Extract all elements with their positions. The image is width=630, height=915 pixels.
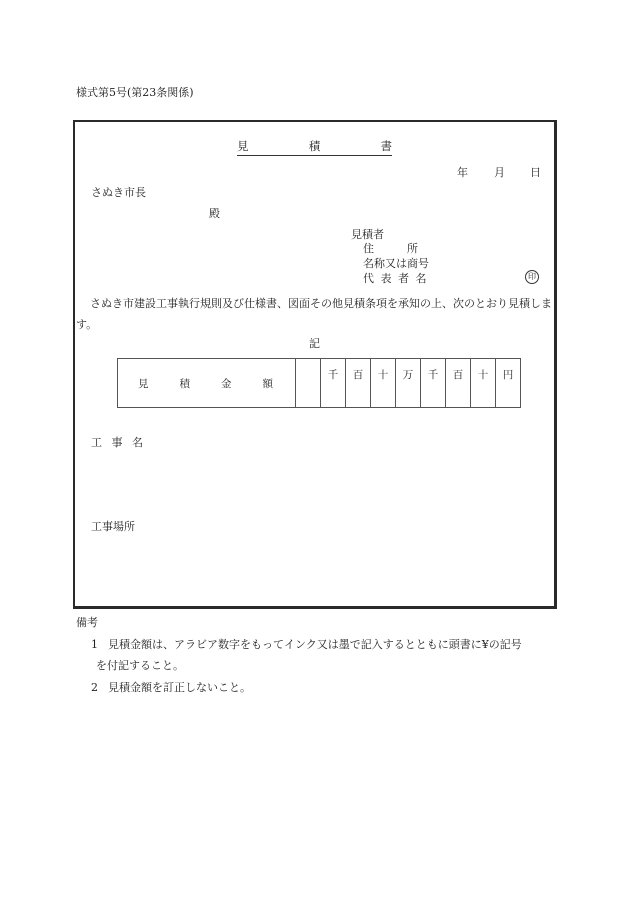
amount-label-cell xyxy=(118,359,296,408)
honorific: 殿 xyxy=(209,207,220,220)
job-name-label: 工 事 名 xyxy=(91,436,143,449)
job-place-label: 工事場所 xyxy=(91,520,135,533)
amount-label-char: 金 xyxy=(221,377,232,390)
estimate-amount-table xyxy=(117,358,521,408)
digit-sen[interactable]: 千 xyxy=(421,359,446,408)
company-name-label: 名称又は商号 xyxy=(363,257,429,270)
address-label: 住 所 xyxy=(363,242,418,255)
note-text: 見積金額を訂正しないこと。 xyxy=(108,681,251,694)
amount-label-char: 積 xyxy=(179,377,190,390)
digit-juu-man[interactable]: 十 xyxy=(371,359,396,408)
note-item xyxy=(91,636,522,652)
document-title xyxy=(237,138,392,156)
title-char: 書 xyxy=(380,139,392,153)
date-month-label: 月 xyxy=(494,166,505,179)
note-text: 見積金額は、アラビア数字をもってインク又は墨で記入するとともに頭書に¥の記号 xyxy=(108,638,522,651)
digit-hyaku[interactable]: 百 xyxy=(446,359,471,408)
form-number-label: 様式第5号(第23条関係) xyxy=(76,86,194,99)
digit-juu[interactable]: 十 xyxy=(471,359,496,408)
digit-man[interactable]: 万 xyxy=(396,359,421,408)
digit-hyaku-man[interactable]: 百 xyxy=(346,359,371,408)
amount-label-char: 見 xyxy=(138,377,149,390)
note-item xyxy=(91,679,251,695)
date-day-label: 日 xyxy=(530,166,541,179)
title-char: 見 xyxy=(237,139,249,153)
digit-en[interactable]: 円 xyxy=(496,359,521,408)
note-number: 2 xyxy=(91,681,98,694)
title-char: 積 xyxy=(308,139,321,153)
addressee: さぬき市長 xyxy=(91,186,146,199)
amount-label-char: 額 xyxy=(262,377,273,390)
estimator-heading: 見積者 xyxy=(351,228,384,241)
note-item-continuation: を付記すること。 xyxy=(96,659,184,672)
date-year-label: 年 xyxy=(457,166,468,179)
representative-label: 代 表 者 名 xyxy=(363,272,427,285)
digit-sen-man[interactable]: 千 xyxy=(321,359,346,408)
note-number: 1 xyxy=(91,638,98,651)
declaration-text: さぬき市建設工事執行規則及び仕様書、図面その他見積条項を承知の上、次のとおり見積します。 xyxy=(76,297,552,331)
notes-title: 備考 xyxy=(76,616,98,629)
ki-heading: 記 xyxy=(309,337,320,350)
seal-icon: 印 xyxy=(525,270,539,284)
amount-prefix-cell[interactable] xyxy=(296,359,321,408)
